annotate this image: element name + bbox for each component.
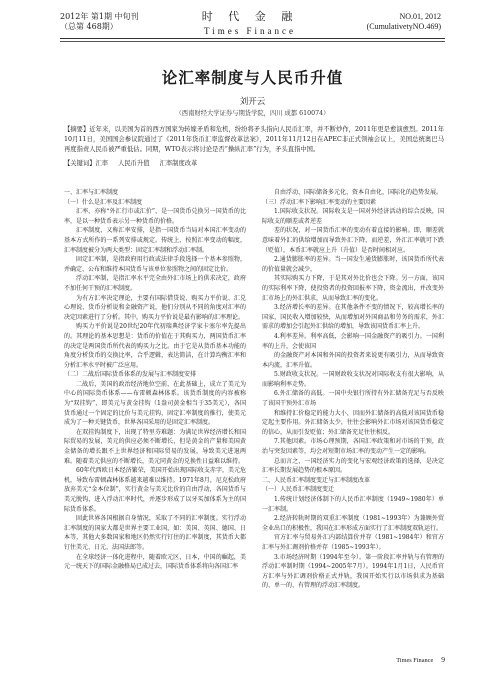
body-paragraph: 和维持汇价稳定的能力大小，因而外汇储备的高低对该国货币稳定起主要作用。外汇储备太少，往往会影响外汇市场对该国货币稳定的信心，从而引发贬值；外汇储备充足往往相反。 — [262, 409, 444, 436]
body-paragraph: 自由浮动、国际储备多元化、资本自由化，国际化的趋势发展。 — [274, 189, 443, 196]
issue-info — [60, 12, 139, 32]
body-paragraph: 7.其他因素。市场心理预期，各国汇率政策和对市场的干预，政治与突发因素等，均会对短期市场汇率的变动产生一定的影响。 — [262, 438, 444, 456]
issue-number-line: NO.01, 2012 — [399, 12, 441, 21]
body-paragraph: 3.市场经济时期（1994年至今）。第一阶段汇率并轨与有管理的浮动汇率制时期（1994~2005年7月）。1994年1月1日，人民币官方汇率与外汇调剂价格正式并轨，我国开始实行以市场供求为基础的、单一的、有管理的浮动汇率制度。 — [262, 553, 444, 590]
body-paragraph: 总而言之，一国经济实力的变化与宏观经济政策的选择，是决定汇率长期发展趋势的根本原因。 — [262, 457, 444, 475]
keywords-label: 【关键词】 — [64, 160, 96, 167]
body-paragraph: 购买力平价说是20世纪20年代初瑞典经济学家卡塞尔率先提出的。其理论的基本思想是：货币的价值在于其购买力，两国货币汇率的决定是两国货币所代表的购买力之比。由于它是从货币基本功能的角度分析货币的交换比率，合乎逻辑，表达简洁，在计算均衡汇率和分析汇率水平时被广泛应用。 — [64, 323, 246, 369]
body-column-right — [262, 188, 444, 591]
body-paragraph: 在全球经济一体化进程中，随着欧元区，日本，中国的崛起，美元一统天下的国际金融格局已成过去，国际货币体系将向各国汇率 — [64, 553, 246, 571]
body-paragraph: 4.利率差异。利率高低，会影响一国金融资产的吸引力。一国利率的上升，会使该国 — [262, 332, 444, 350]
keywords — [64, 159, 444, 168]
body-paragraph: 2.经济转轨时期的双重汇率制度（1981~1993年）为兼顾外贸全业出口的积极性，我国在汇率形成方面实行了汇率制度双轨运行。 — [262, 515, 444, 532]
journal-name-en: Times Finance — [204, 26, 296, 36]
body-paragraph: 差的状况，对一国货币汇率的变动有着直接的影响。即，顺差就意味着外汇的供给增加而导致外汇下降，而逆差，外汇汇率就可下跌（贬值），本币汇率就应上升（升值）是否时间相对应。 — [262, 227, 444, 254]
body-paragraph: 固此世界各国根据自身情况，采取了不同的汇率制度。实行浮动汇率制度的国家大都是世界主要工业国，如：美国、英国、德国、日本等，其他大多数国家和地区仍然实行钉住的汇率制度，其货币大都钉住美元、日元、法国法郎等。 — [64, 515, 246, 551]
keyword: 汇率 — [95, 160, 109, 167]
body-paragraph: 1.国际收支状况。国际收支是一国对外经济活动的综合反映，国际收支的顺差或者逆差 — [262, 208, 444, 225]
author-affiliation: （西南财经大学证券与期货学院，四川 成都 610074） — [175, 110, 330, 117]
abstract: 【摘要】近年来，以美国为首的西方国家为转嫁矛盾和危机，纷纷将矛头指向人民币汇率，并不断炒作，2011年更是愈演愈烈。2011年10月11日，美国国会参议院通过了《2011年货币汇率监督改革法案》，2011年11月12日在APEC非正式领袖会议上，美国总统奥巴马再度指责人民币被严重低估。同期，WTO表示将讨论是否“操纵汇率”行为，矛头直指中国。 — [64, 126, 444, 153]
body-column-left — [64, 188, 246, 572]
footer-journal: Times Finance — [396, 657, 434, 664]
section-heading: （二）二战后国际货币体系的发展与汇率制度安排 — [64, 371, 197, 379]
body-paragraph: 汇率制度，又称汇率安排，是指一国货币当局对本国汇率变动的基本方式所作的一系列安排或规定。传统上，按照汇率变动的幅度，汇率制度被分为两大类型：固定汇率制和浮动汇率制。 — [64, 227, 246, 254]
page-footer — [262, 655, 445, 664]
section-heading: 一、汇率与汇率制度 — [64, 189, 119, 196]
section-heading: 二、人民币汇率制度变迁与汇率制度改革 — [262, 476, 371, 484]
running-header — [0, 0, 503, 42]
body-paragraph: 60年代西欧日本经济繁荣，美国开始出现国际收支赤字，美元危机，导致布雷顿森林体系越来越难以维持。1971年8月，尼克松政府放弃美元“金本位制”，实行黄金与美元比价的自由浮动，各国货币与美元脱钩，进入浮动汇率时代，并逐步形成了以牙买加体系为主的国际货币体系。 — [64, 467, 246, 513]
header-rule-thick — [60, 38, 445, 39]
cumulative-number-line: (CumulativetyNO.469) — [366, 22, 441, 31]
body-paragraph: 官方汇率与贸易外汇内部结算价并存（1981~1984年）和官方汇率与外汇调剂价格并存（1985~1993年）。 — [262, 534, 444, 551]
journal-name-cn: 时 代 金 融 — [201, 10, 299, 23]
body-paragraph: 在双挂钩制度下，出现了特里芬难题：为满足世界经济增长和国际贸易的发展，美元的供应必须不断增长，但是黄金的产量和美国黄金储备的增长跟不上世界经济和国际贸易的发展，导致美元进退两难。随着美元供应的不断增长，美元同黄金的兑换性日益难以维持。 — [64, 428, 246, 465]
article-author: 刘开云 — [239, 97, 266, 107]
body-paragraph: 3.经济增长率的差异。在其他条件不变的情况下，较高增长率的国家，国民收入增加较快，从而增加对外国商品和劳务的需求，外汇需求的增加会引起外汇供给的增加，导致该国货币汇率上升。 — [262, 304, 444, 331]
body-paragraph: 二战后，美国的政治经济地位空前，在此基础上，成立了美元为中心的国际货币体系——布雷顿森林体系。该货币制度的内容被称为“双挂钩”，即美元与黄金挂钩（1盎司黄金相当于35美元），各国货币通过一个固定的比价与美元挂钩，固定汇率制度的推行，使美元成为了一种关键货币，世界各国采用的是固定汇率制度。 — [64, 380, 246, 427]
body-paragraph: 为有方汇率决定理论，主要有国际借贷说、购买力平价说、汇兑心理说、货币分析说和金融资产说，他们分别从不同的角度对汇率的决定因素进行了分析。其中，购买力平价说是最有影响的汇率理论。 — [64, 294, 246, 321]
body-paragraph: 2.通货膨胀率的差异。当一国发生通货膨胀时，该国货币所代表的价值量就会减少， — [262, 256, 444, 273]
section-heading: （三）浮动汇率下影响汇率变动的主要因素 — [262, 198, 377, 206]
article-title: 论汇率制度与人民币升值 — [161, 68, 344, 87]
cumulative-issue-line: （总第 468期） — [60, 22, 118, 31]
body-paragraph: 汇率，亦称“外汇行市或汇价”，是一国货币兑换另一国货币的比率，是以一种货币表示另一种货币的价格。 — [64, 208, 246, 225]
keyword: 汇率制度改革 — [159, 160, 198, 167]
body-paragraph: 1.传统计划经济体制下的人民币汇率制度（1949~1980年）单一汇率制。 — [262, 496, 444, 513]
issue-line: 2012年 第1期 中旬刊 — [60, 12, 139, 21]
header-rule-thin — [60, 41, 445, 42]
section-heading: （一）人民币汇率制度变迁 — [262, 486, 335, 494]
section-heading: （一）什么是汇率及汇率制度 — [64, 198, 143, 206]
page-number: 9 — [441, 655, 445, 664]
body-paragraph: 的金融资产对本国和外国的投资者来说更有吸引力，从而导致资本内流，汇率升值。 — [262, 352, 444, 369]
keyword: 人民币升值 — [118, 160, 150, 167]
body-paragraph: 其实际购买力下降，于是其对外比价也会下降。另一方面，该国的实际利率下降，使投资者的投资回报率下降，资金流出，并改变外汇市场上的外汇供求，从而导致汇率的变化。 — [262, 275, 444, 302]
body-paragraph: 固定汇率制，是指政府用行政或法律手段选择一个基本参照物，并确定、公布和维持本国货币与该单位参照物之间的固定比价。 — [64, 256, 246, 273]
journal-name — [160, 8, 340, 36]
issue-number — [367, 12, 441, 32]
body-paragraph: 6.外汇储备的高低。一国中央银行所持有外汇储备充足与否反映了该国干预外汇市场 — [262, 390, 444, 408]
body-paragraph: 浮动汇率制，是指汇率水平完全由外汇市场上的供求决定，政府不加任何干预的汇率制度。 — [64, 275, 246, 292]
body-paragraph: 5.财政收支状况。一国财政收支状况对国际收支有很大影响，从而影响利率走势。 — [262, 371, 444, 388]
